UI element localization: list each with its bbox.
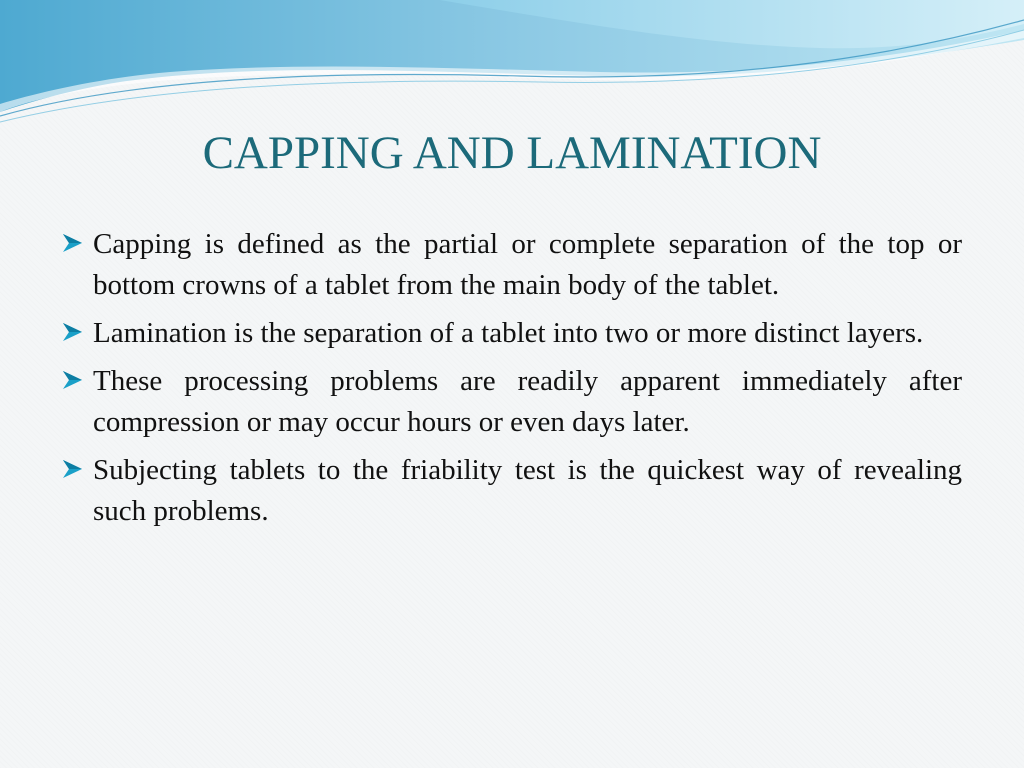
bullet-item-lamination xyxy=(60,313,962,354)
bullet-text: Subjecting tablets to the friability test is the quickest way of revealing such problems. xyxy=(93,454,962,527)
bullet-list xyxy=(60,224,962,539)
header-wave-decoration xyxy=(0,0,1024,130)
bullet-text: These processing problems are readily apparent immediately after compression or may occur hours or even days later. xyxy=(93,365,962,438)
arrowhead-bullet-icon xyxy=(60,230,86,256)
arrowhead-bullet-icon xyxy=(60,367,86,393)
bullet-text: Capping is defined as the partial or complete separation of the top or bottom crowns of a tablet from the main body of the tablet. xyxy=(93,228,962,301)
arrowhead-bullet-icon xyxy=(60,456,86,482)
bullet-item-processing-problems xyxy=(60,361,962,443)
arrowhead-bullet-icon xyxy=(60,319,86,345)
bullet-item-friability-test xyxy=(60,450,962,532)
bullet-item-capping xyxy=(60,224,962,306)
bullet-text: Lamination is the separation of a tablet into two or more distinct layers. xyxy=(93,317,924,349)
slide-title: CAPPING AND LAMINATION xyxy=(202,127,822,179)
